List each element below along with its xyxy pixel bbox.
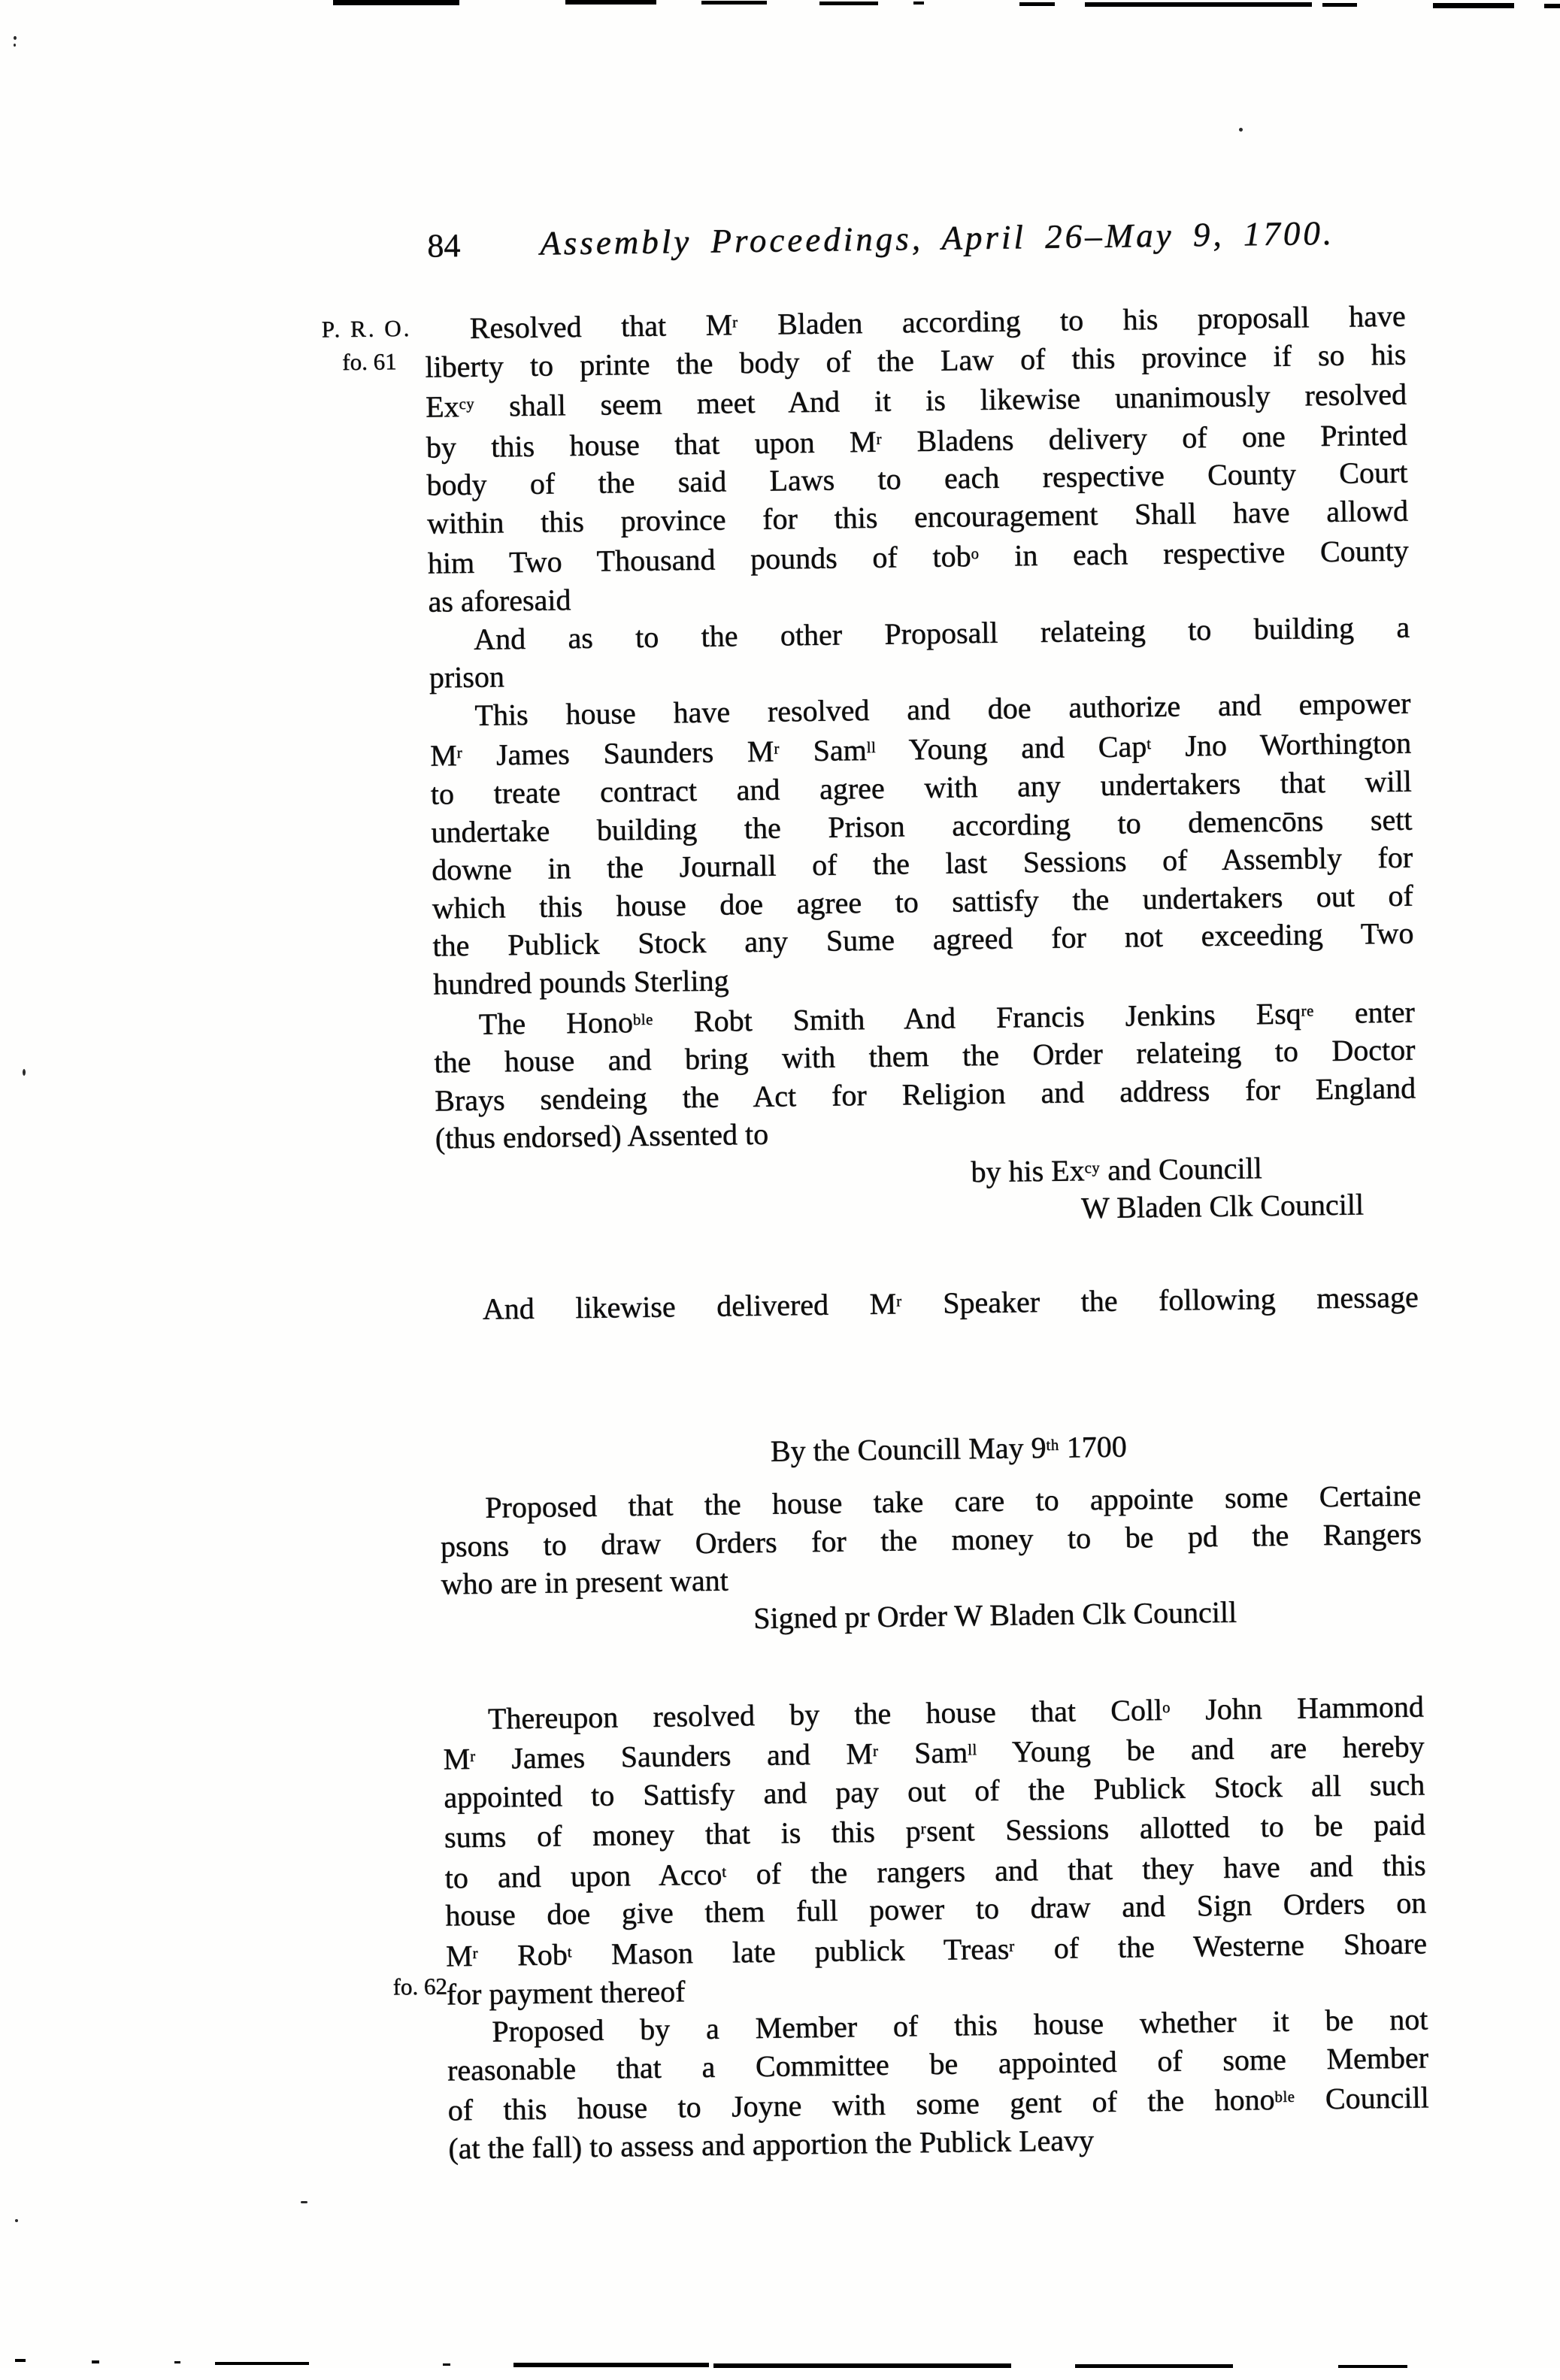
superscript-abbreviation: ll (967, 1741, 977, 1759)
text-line: Signed pr Order W Bladen Clk Councill (753, 1594, 1237, 1636)
superscript-abbreviation: th (1046, 1436, 1059, 1454)
superscript-abbreviation: r (1009, 1937, 1015, 1955)
superscript-abbreviation: ble (1274, 2088, 1295, 2106)
text-line: Resolved that $M^r$ Bladen according to his proposall have (469, 298, 1406, 345)
text-line: body of the said Laws to each respective County Court (426, 455, 1408, 502)
text-line: house doe give them full power to draw and Sign Orders on (445, 1885, 1427, 1933)
superscript-abbreviation: o (1162, 1698, 1171, 1716)
superscript-abbreviation: cy (459, 395, 475, 413)
text-line: Brays sendeing the Act for Religion and address for England (434, 1070, 1416, 1118)
margin-note-folio-62: fo. 62 (392, 1973, 448, 2000)
text-line: And as to the other Proposall relateing to building a (473, 610, 1410, 656)
superscript-abbreviation: o (971, 545, 980, 563)
text-line: $Ex^{cy}$ shall seem meet And it is likewise unanimously resolved (425, 377, 1407, 424)
superscript-abbreviation: t (1146, 735, 1152, 753)
text-line: And likewise delivered $M^r$ Speaker the following message (482, 1279, 1419, 1326)
superscript-abbreviation: cy (1084, 1158, 1101, 1177)
superscript-abbreviation: r (774, 740, 780, 759)
superscript-abbreviation: ble (632, 1010, 653, 1028)
page-number: 84 (426, 227, 461, 265)
text-line: of this house to Joyne with some gent of the hono$^{ble}$ Councill (447, 2080, 1429, 2127)
text-line: downe in the Journall of the last Sessions of Assembly for (431, 840, 1413, 887)
superscript-abbreviation: r (732, 313, 738, 332)
text-line: to treate contract and agree with any undertakers that will (430, 764, 1413, 811)
text-column (424, 295, 1429, 2168)
superscript-abbreviation: r (470, 1748, 476, 1766)
text-line: Proposed by a Member of this house whether it be not (492, 2002, 1428, 2048)
text-line: by his $Ex^{cy}$ and Councill (971, 1151, 1263, 1189)
text-line: Proposed that the house take care to appointe some Certaine (484, 1478, 1422, 1525)
text-line: This house have resolved and doe authorize and empower (474, 686, 1411, 732)
spacer (438, 1316, 1420, 1434)
superscript-abbreviation: r (472, 1944, 479, 1962)
text-line: to and upon Acco$^t$ of the rangers and that they have and this (444, 1848, 1426, 1895)
running-title: Assembly Proceedings, April 26–May 9, 1700. (539, 213, 1335, 262)
text-line: appointed to Sattisfy and pay out of the Publick Stock all such (443, 1767, 1425, 1815)
text-line: undertake building the Prison according to demencōns sett (431, 802, 1413, 849)
text-line: him Two Thousand pounds of tob$^o$ in each respective County (427, 534, 1410, 581)
text-line: reasonable that a Committee be appointed of some Member (447, 2040, 1429, 2088)
text-line: (thus endorsed) Assented to (435, 1117, 769, 1155)
superscript-abbreviation: re (1301, 1001, 1314, 1020)
text-line: sums of money that is this $p^rsent$ Sessions allotted to be paid (444, 1807, 1426, 1855)
text-line: By the Councill May 9th 1700 (770, 1429, 1127, 1468)
text-line: $M^r$ James Saunders $M^r$ Sam$^{ll}$ Young and Cap$^t$ Jno Worthington (429, 725, 1412, 773)
margin-note-source: P. R. O. (321, 314, 412, 343)
text-line: as aforesaid (428, 583, 571, 619)
text-line: hundred pounds Sterling (432, 963, 729, 1001)
text-line: (at the fall) to assess and apportion the Publick Leavy (448, 2123, 1095, 2166)
text-line: the house and bring with them the Order relateing to Doctor (434, 1032, 1416, 1079)
superscript-abbreviation: r (872, 1743, 879, 1761)
text-line: prison (429, 659, 505, 695)
superscript-abbreviation: ll (866, 739, 877, 757)
text-line: liberty to printe the body of the Law of this province if so his (425, 337, 1407, 384)
text-line: $M^r$ Rob$^t$ Mason late publick Treas$^r$ of the Westerne Shoare (445, 1926, 1428, 1973)
superscript-abbreviation: r (876, 430, 883, 448)
text-line: for payment thereof (446, 1973, 686, 2012)
text-line: W Bladen Clk Councill (1080, 1187, 1365, 1225)
text-line: The Hono$^{ble}$ Robt Smith And Francis Jenkins Esq$^{re}$ enter (478, 995, 1416, 1041)
superscript-abbreviation: r (920, 1820, 927, 1838)
margin-note-folio-61: fo. 61 (342, 348, 397, 376)
text-line: within this province for this encouragement Shall have allowd (426, 493, 1409, 540)
superscript-abbreviation: r (456, 744, 463, 762)
text-line: the Publick Stock any Sume agreed for not exceeding Two (432, 916, 1414, 963)
superscript-abbreviation: t (722, 1863, 727, 1881)
superscript-abbreviation: t (567, 1943, 573, 1961)
text-line: psons to draw Orders for the money to be pd the Rangers (440, 1516, 1422, 1564)
superscript-abbreviation: r (895, 1292, 902, 1310)
text-line: $M^r$ James Saunders and $M^r$ Sam$^{ll}$ Young be and are hereby (443, 1729, 1425, 1776)
text-line: Thereupon resolved by the house that Coll$^o$ John Hammond (487, 1688, 1425, 1736)
text-line: which this house doe agree to sattisfy the undertakers out of (432, 878, 1413, 925)
text-line: by this house that upon $M^r$ Bladens delivery of one Printed (426, 417, 1407, 465)
text-line: who are in present want (441, 1563, 729, 1601)
